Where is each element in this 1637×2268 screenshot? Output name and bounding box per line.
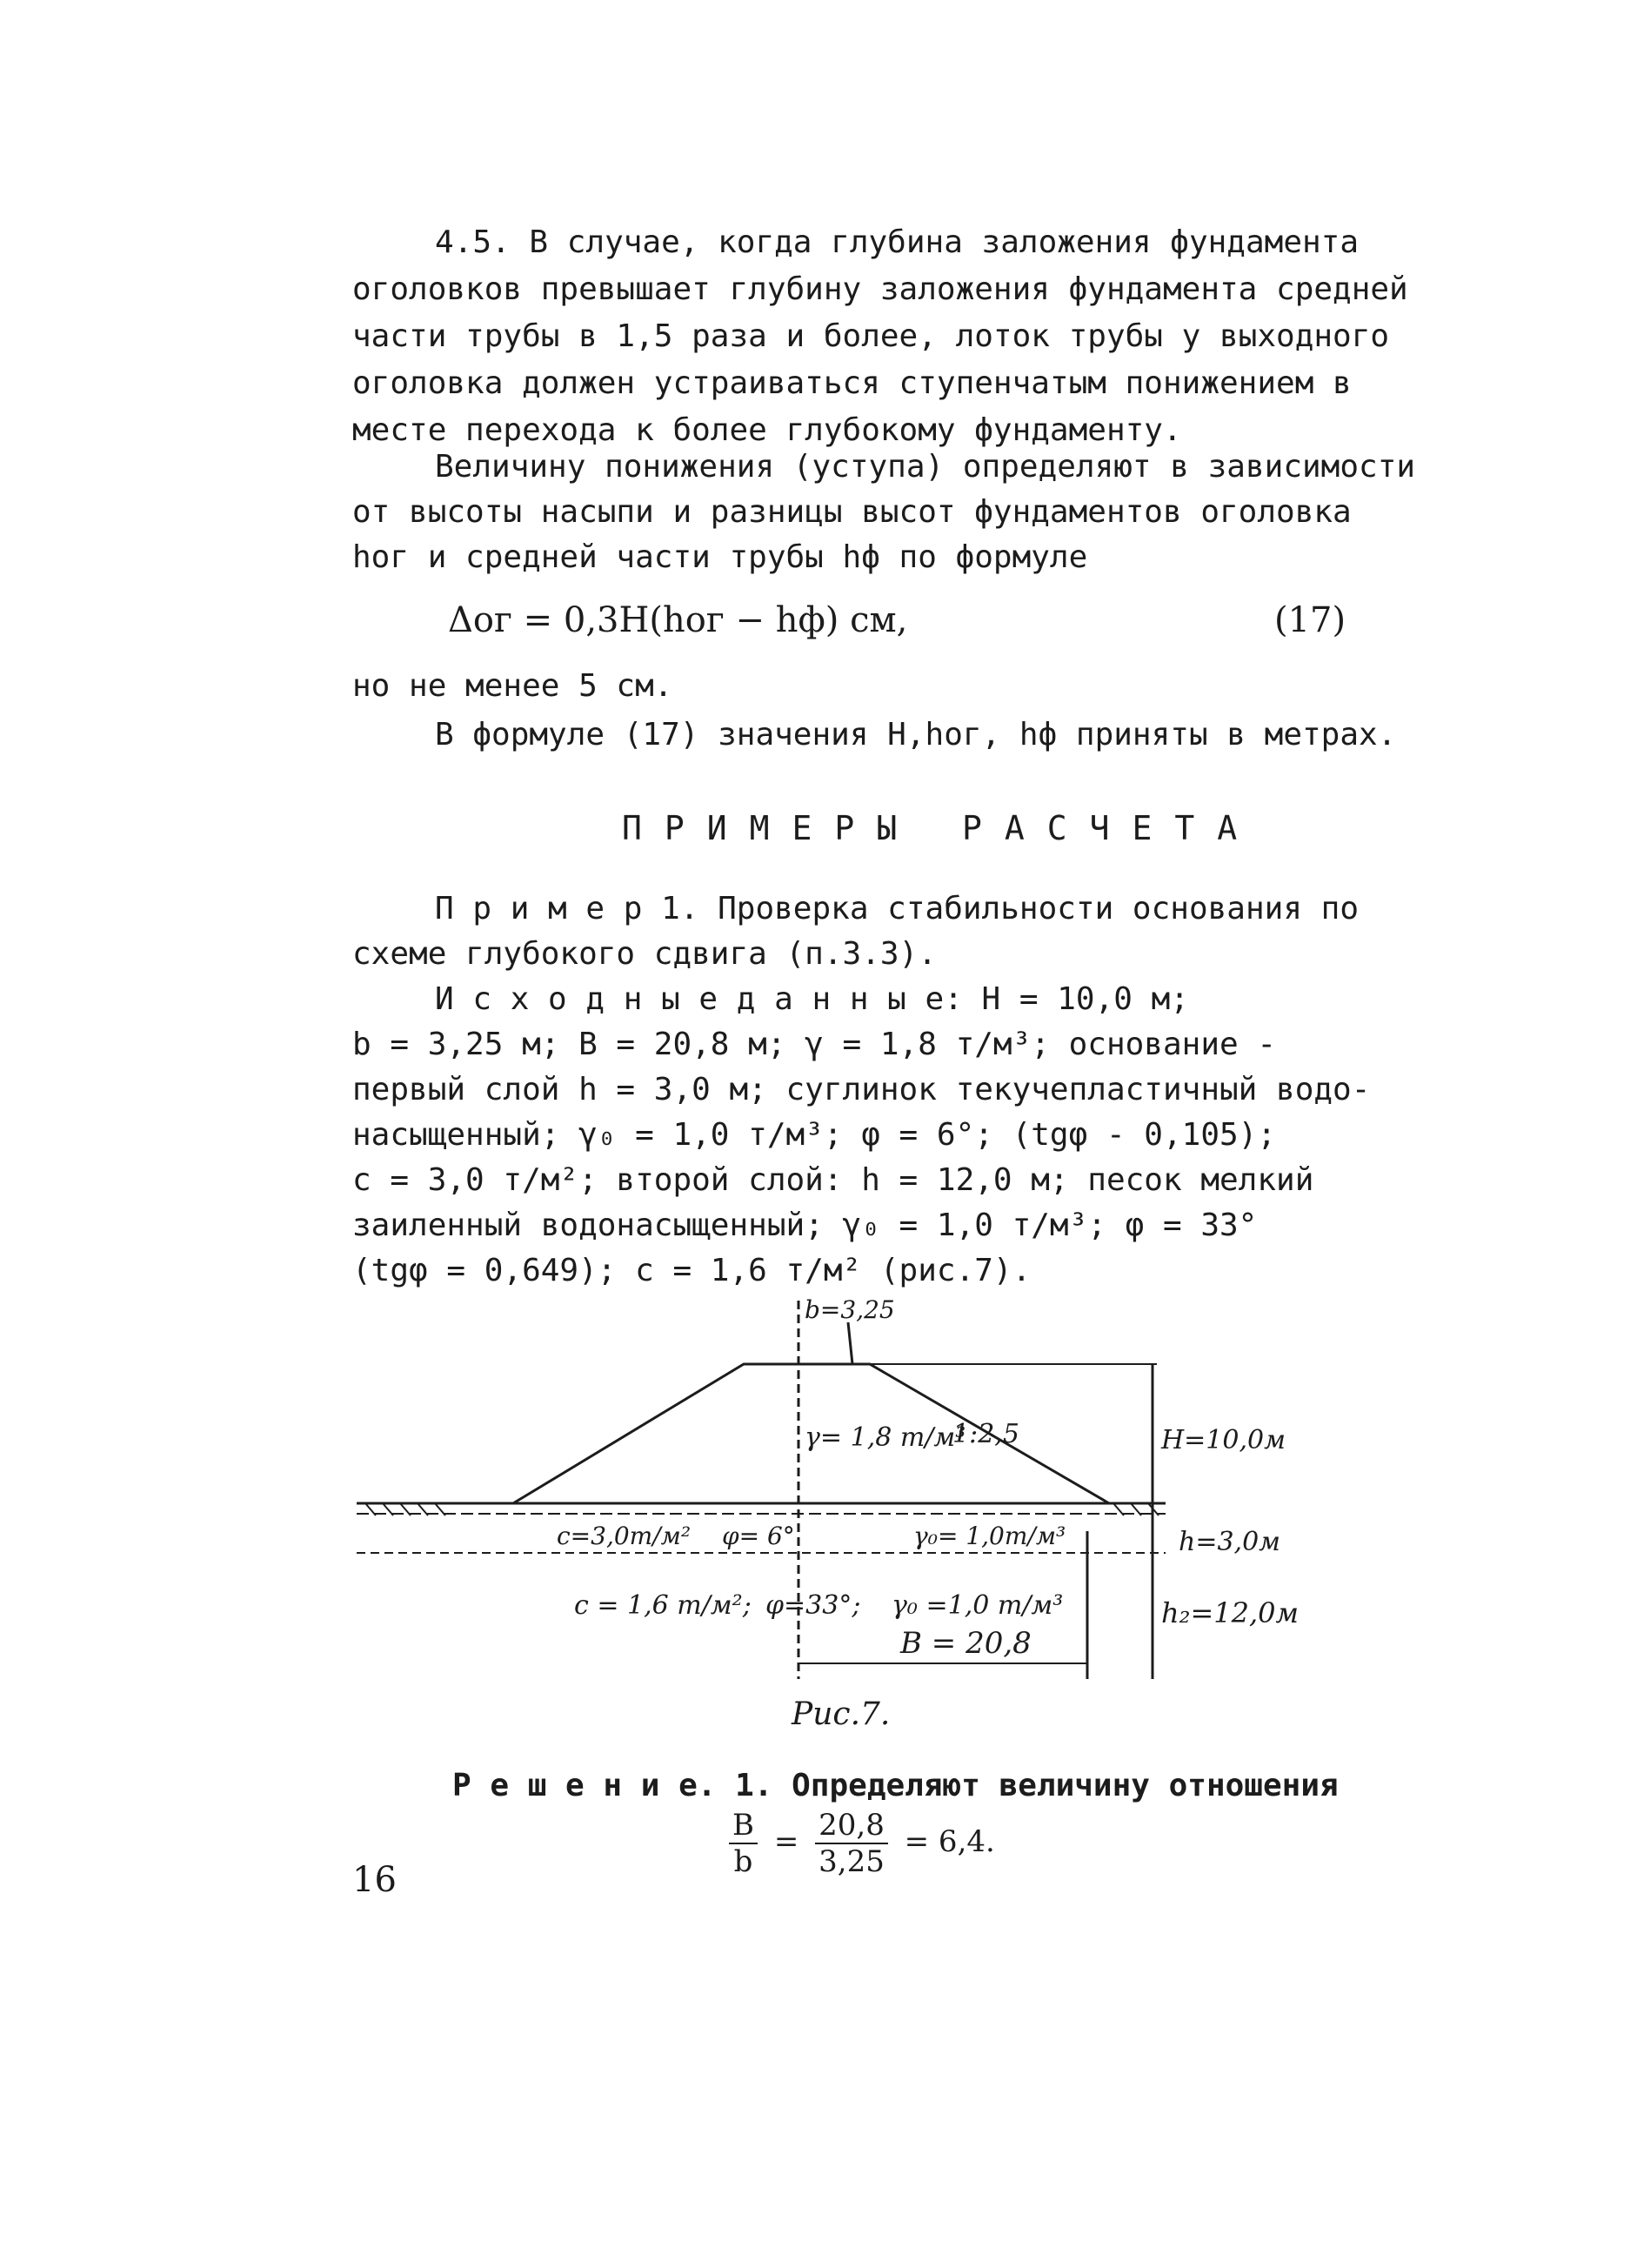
data-line-3: первый слой h = 3,0 м; суглинок текучепластичный водо-: [352, 1072, 1371, 1107]
data-line-6: заиленный водонасыщенный; γ₀ = 1,0 т/м³; φ = 33°: [352, 1208, 1258, 1243]
para3-line-2: В формуле (17) значения H,hог, hф приняты в метрах.: [435, 717, 1397, 753]
data-line-2: b = 3,25 м; B = 20,8 м; γ = 1,8 т/м³; основание -: [352, 1027, 1277, 1062]
h-total-label: H=10,0м: [1161, 1425, 1286, 1455]
layer2-c-label: c = 1,6 т/м²;: [574, 1590, 752, 1621]
para2-line-3: hог и средней части трубы hф по формуле: [352, 539, 1088, 575]
crest-marker: [848, 1322, 852, 1364]
h1-label: h=3,0м: [1179, 1527, 1281, 1557]
para3-line-1: но не менее 5 см.: [352, 668, 673, 704]
formula-number: (17): [1274, 600, 1346, 640]
example-line-2: схеме глубокого сдвига (п.3.3).: [352, 936, 937, 972]
lhs-denominator: b: [733, 1844, 753, 1879]
mid-numerator: 20,8: [815, 1808, 888, 1844]
para1-line-5: месте перехода к более глубокому фундаменту.: [352, 412, 1182, 448]
layer2-phi-label: φ=33°;: [765, 1590, 861, 1621]
section-heading: ПРИМЕРЫ РАСЧЕТА: [622, 809, 1260, 847]
lhs-numerator: B: [729, 1808, 758, 1844]
mid-fraction: [815, 1808, 888, 1879]
layer1-gamma-label: γ₀= 1,0т/м³: [913, 1522, 1066, 1550]
para2-line-2: от высоты насыпи и разницы высот фундаментов оголовка: [352, 494, 1352, 530]
mid-denominator: 3,25: [818, 1844, 885, 1879]
para1-line-2: оголовков превышает глубину заложения фундамента средней: [352, 271, 1408, 307]
layer2-gamma-label: γ₀ =1,0 т/м³: [892, 1590, 1064, 1621]
lhs-fraction: [729, 1808, 758, 1879]
h2-label: h₂=12,0м: [1161, 1596, 1300, 1629]
data-line-1: И с х о д н ы е д а н н ы е: H = 10,0 м;: [435, 981, 1189, 1017]
layer1-phi-label: φ= 6°: [722, 1522, 795, 1550]
para1-line-4: оголовка должен устраиваться ступенчатым понижением в: [352, 365, 1352, 401]
layer1-c-label: c=3,0т/м²: [557, 1522, 692, 1550]
para1-line-1: 4.5. В случае, когда глубина заложения фундамента: [435, 224, 1360, 260]
data-line-5: c = 3,0 т/м²; второй слой: h = 12,0 м; песок мелкий: [352, 1162, 1314, 1198]
solution-line: [452, 1763, 1339, 1810]
page-number: 16: [352, 1860, 397, 1900]
ratio-result: = 6,4.: [904, 1824, 995, 1859]
figure-caption: Рис.7.: [792, 1696, 891, 1732]
b-width-label: B = 20,8: [900, 1626, 1032, 1661]
para2-line-1: Величину понижения (уступа) определяют в зависимости: [435, 449, 1416, 485]
data-line-7: (tgφ = 0,649); c = 1,6 т/м² (рис.7).: [352, 1253, 1032, 1288]
slope-label: 1:2,5: [952, 1419, 1019, 1449]
solution-text: Р е ш е н и е. 1. Определяют величину отношения: [452, 1768, 1339, 1803]
formula-17: Δог = 0,3H(hог − hф) см,: [448, 600, 908, 640]
gamma-label: γ= 1,8 т/м³: [805, 1422, 966, 1453]
ratio-formula: [722, 1808, 995, 1879]
b-label: b=3,25: [805, 1295, 895, 1324]
example-line-1: П р и м е р 1. Проверка стабильности основания по: [435, 891, 1360, 927]
data-line-4: насыщенный; γ₀ = 1,0 т/м³; φ = 6°; (tgφ - 0,105);: [352, 1117, 1277, 1153]
para1-line-3: части трубы в 1,5 раза и более, лоток трубы у выходного: [352, 318, 1390, 354]
equals-sign: =: [773, 1824, 799, 1859]
